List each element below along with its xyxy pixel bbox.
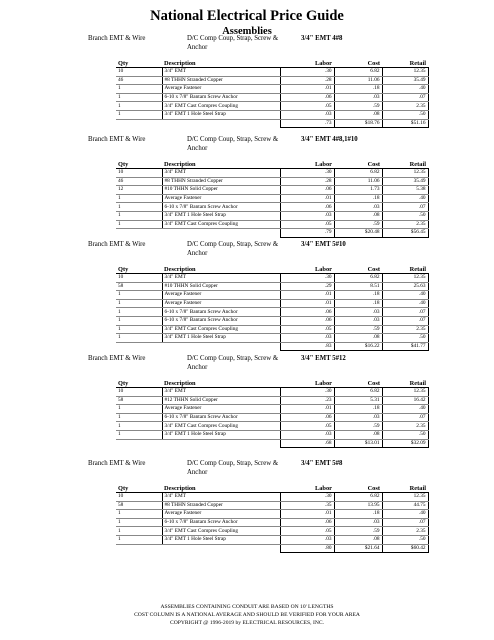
cell-retail: 44.75 — [382, 501, 428, 510]
table-header-row — [116, 483, 428, 493]
table-row — [116, 413, 428, 422]
cell-labor: .30 — [280, 68, 334, 77]
cell-labor: .03 — [280, 110, 334, 119]
total-retail: $56.45 — [382, 229, 428, 238]
cell-description: 6-10 x 7/8" Bantam Screw Anchor — [162, 316, 280, 325]
cell-cost: .59 — [334, 102, 382, 111]
cell-cost: .18 — [334, 405, 382, 414]
cell-labor: .01 — [280, 405, 334, 414]
cell-qty: 10 — [116, 493, 162, 502]
total-retail: $51.16 — [382, 119, 428, 128]
cell-retail: .07 — [382, 316, 428, 325]
total-labor: .79 — [280, 229, 334, 238]
totals-spacer — [162, 439, 280, 448]
assembly-block — [0, 136, 494, 236]
cell-retail: 2.35 — [382, 325, 428, 334]
cell-retail: .07 — [382, 518, 428, 527]
table-row — [116, 177, 428, 186]
table-row — [116, 203, 428, 212]
cell-labor: .28 — [280, 177, 334, 186]
cell-retail: 25.63 — [382, 282, 428, 291]
cell-description: #10 THHN Solid Copper — [162, 282, 280, 291]
totals-spacer — [116, 119, 162, 128]
totals-row — [116, 342, 428, 351]
total-cost: $20.48 — [334, 229, 382, 238]
cell-qty: 1 — [116, 334, 162, 343]
column-header-qty: Qty — [116, 159, 162, 169]
column-header-description: Description — [162, 264, 280, 274]
cell-retail: .40 — [382, 510, 428, 519]
cell-retail: 12.35 — [382, 68, 428, 77]
column-header-retail: Retail — [382, 378, 428, 388]
assembly-category: Branch EMT & Wire — [88, 35, 146, 42]
cell-retail: 12.35 — [382, 169, 428, 178]
table-row — [116, 493, 428, 502]
assembly-table — [116, 378, 429, 448]
cell-qty: 1 — [116, 405, 162, 414]
cell-qty: 10 — [116, 388, 162, 397]
cell-labor: .05 — [280, 527, 334, 536]
cell-qty: 1 — [116, 518, 162, 527]
cell-description: Average Fastener — [162, 291, 280, 300]
table-row — [116, 518, 428, 527]
cell-retail: .50 — [382, 535, 428, 544]
cell-qty: 1 — [116, 93, 162, 102]
cell-labor: .03 — [280, 535, 334, 544]
cell-cost: .18 — [334, 510, 382, 519]
cell-description: 3/4" EMT 1 Hole Steel Strap — [162, 211, 280, 220]
column-header-cost: Cost — [334, 159, 382, 169]
assembly-description: D/C Comp Coup, Strap, Screw & Anchor — [187, 460, 279, 476]
column-header-description: Description — [162, 58, 280, 68]
cell-description: 3/4" EMT — [162, 388, 280, 397]
cell-description: Average Fastener — [162, 299, 280, 308]
cell-labor: .01 — [280, 291, 334, 300]
footer-line-1: ASSEMBLIES CONTAINING CONDUIT ARE BASED ON 10' LENGTHS — [160, 604, 334, 610]
totals-spacer — [162, 342, 280, 351]
assembly-header — [0, 355, 494, 377]
cell-retail: .07 — [382, 308, 428, 317]
cell-labor: .28 — [280, 76, 334, 85]
cell-qty: 1 — [116, 527, 162, 536]
cell-qty: 10 — [116, 274, 162, 283]
total-labor: .80 — [280, 544, 334, 553]
table-row — [116, 422, 428, 431]
total-cost: $18.76 — [334, 119, 382, 128]
table-header-row — [116, 159, 428, 169]
cell-qty: 1 — [116, 291, 162, 300]
totals-row — [116, 544, 428, 553]
table-row — [116, 325, 428, 334]
cell-description: #12 THHN Solid Copper — [162, 396, 280, 405]
cell-description: 6-10 x 7/8" Bantam Screw Anchor — [162, 518, 280, 527]
cell-qty: 10 — [116, 68, 162, 77]
cell-qty: 46 — [116, 177, 162, 186]
column-header-labor: Labor — [280, 159, 334, 169]
cell-description: 3/4" EMT Cast Compres Coupling — [162, 422, 280, 431]
cell-labor: .05 — [280, 220, 334, 229]
cell-cost: 6.82 — [334, 68, 382, 77]
table-row — [116, 282, 428, 291]
assembly-table — [116, 483, 429, 553]
cell-labor: .30 — [280, 388, 334, 397]
cell-labor: .03 — [280, 334, 334, 343]
cell-labor: .01 — [280, 194, 334, 203]
total-retail: $41.77 — [382, 342, 428, 351]
cell-labor: .06 — [280, 413, 334, 422]
table-row — [116, 194, 428, 203]
cell-retail: .50 — [382, 430, 428, 439]
totals-spacer — [162, 119, 280, 128]
table-row — [116, 388, 428, 397]
table-row — [116, 220, 428, 229]
cell-description: 6-10 x 7/8" Bantam Screw Anchor — [162, 413, 280, 422]
cell-qty: 1 — [116, 430, 162, 439]
cell-cost: .59 — [334, 422, 382, 431]
assembly-category: Branch EMT & Wire — [88, 136, 146, 143]
totals-spacer — [116, 544, 162, 553]
cell-cost: .08 — [334, 110, 382, 119]
cell-retail: 2.35 — [382, 102, 428, 111]
cell-cost: .59 — [334, 527, 382, 536]
column-header-labor: Labor — [280, 483, 334, 493]
cell-labor: .30 — [280, 493, 334, 502]
cell-qty: 1 — [116, 85, 162, 94]
table-row — [116, 169, 428, 178]
cell-qty: 1 — [116, 325, 162, 334]
totals-spacer — [116, 229, 162, 238]
cell-retail: 16.42 — [382, 396, 428, 405]
cell-cost: .08 — [334, 430, 382, 439]
table-row — [116, 186, 428, 195]
cell-description: Average Fastener — [162, 194, 280, 203]
cell-labor: .06 — [280, 93, 334, 102]
cell-cost: .18 — [334, 291, 382, 300]
cell-labor: .06 — [280, 186, 334, 195]
table-row — [116, 85, 428, 94]
cell-qty: 1 — [116, 110, 162, 119]
cell-labor: .01 — [280, 510, 334, 519]
table-row — [116, 430, 428, 439]
cell-labor: .06 — [280, 316, 334, 325]
assembly-category: Branch EMT & Wire — [88, 355, 146, 362]
cell-retail: .07 — [382, 93, 428, 102]
column-header-labor: Labor — [280, 264, 334, 274]
cell-qty: 1 — [116, 308, 162, 317]
assembly-table — [116, 58, 429, 128]
cell-retail: 2.35 — [382, 527, 428, 536]
cell-description: Average Fastener — [162, 85, 280, 94]
cell-cost: .03 — [334, 518, 382, 527]
table-row — [116, 110, 428, 119]
assembly-description: D/C Comp Coup, Strap, Screw & Anchor — [187, 136, 279, 152]
cell-cost: 5.31 — [334, 396, 382, 405]
cell-cost: 8.51 — [334, 282, 382, 291]
cell-description: Average Fastener — [162, 510, 280, 519]
column-header-qty: Qty — [116, 483, 162, 493]
cell-description: #8 THHN Stranded Copper — [162, 501, 280, 510]
assembly-description: D/C Comp Coup, Strap, Screw & Anchor — [187, 241, 279, 257]
cell-description: 3/4" EMT 1 Hole Steel Strap — [162, 535, 280, 544]
assembly-header — [0, 35, 494, 57]
column-header-cost: Cost — [334, 483, 382, 493]
cell-retail: .40 — [382, 194, 428, 203]
cell-cost: .59 — [334, 325, 382, 334]
cell-description: 6-10 x 7/8" Bantam Screw Anchor — [162, 93, 280, 102]
cell-description: 3/4" EMT Cast Compres Coupling — [162, 325, 280, 334]
cell-cost: 13.95 — [334, 501, 382, 510]
cell-retail: 2.35 — [382, 220, 428, 229]
page-title: National Electrical Price Guide — [150, 8, 344, 24]
cell-retail: .40 — [382, 85, 428, 94]
cell-retail: .07 — [382, 203, 428, 212]
column-header-cost: Cost — [334, 58, 382, 68]
cell-retail: 2.35 — [382, 422, 428, 431]
cell-qty: 10 — [116, 169, 162, 178]
cell-labor: .23 — [280, 396, 334, 405]
cell-qty: 1 — [116, 194, 162, 203]
table-row — [116, 334, 428, 343]
footer — [0, 603, 494, 627]
table-row — [116, 316, 428, 325]
cell-cost: 1.73 — [334, 186, 382, 195]
total-labor: .73 — [280, 119, 334, 128]
cell-qty: 1 — [116, 510, 162, 519]
cell-retail: 5.38 — [382, 186, 428, 195]
table-row — [116, 405, 428, 414]
cell-qty: 1 — [116, 316, 162, 325]
assembly-title: 3/4" EMT 4#8,1#10 — [301, 136, 358, 143]
footer-line-3: COPYRIGHT @ 1996-2019 by ELECTRICAL RESOURCES, INC. — [169, 620, 324, 626]
assembly-header — [0, 136, 494, 158]
cell-description: 3/4" EMT — [162, 68, 280, 77]
column-header-cost: Cost — [334, 378, 382, 388]
assembly-header — [0, 460, 494, 482]
cell-qty: 1 — [116, 220, 162, 229]
table-header-row — [116, 58, 428, 68]
cell-labor: .05 — [280, 102, 334, 111]
cell-labor: .06 — [280, 203, 334, 212]
cell-labor: .05 — [280, 422, 334, 431]
column-header-retail: Retail — [382, 58, 428, 68]
assembly-block — [0, 35, 494, 126]
total-cost: $21.64 — [334, 544, 382, 553]
cell-labor: .03 — [280, 430, 334, 439]
cell-cost: .08 — [334, 334, 382, 343]
cell-description: 3/4" EMT 1 Hole Steel Strap — [162, 334, 280, 343]
total-retail: $60.42 — [382, 544, 428, 553]
totals-spacer — [116, 342, 162, 351]
cell-labor: .30 — [280, 274, 334, 283]
table-row — [116, 211, 428, 220]
cell-description: 3/4" EMT — [162, 274, 280, 283]
column-header-description: Description — [162, 159, 280, 169]
table-row — [116, 527, 428, 536]
cell-description: #10 THHN Solid Copper — [162, 186, 280, 195]
cell-labor: .01 — [280, 299, 334, 308]
cell-qty: 12 — [116, 186, 162, 195]
table-header-row — [116, 378, 428, 388]
cell-cost: .08 — [334, 211, 382, 220]
cell-qty: 58 — [116, 501, 162, 510]
cell-labor: .30 — [280, 169, 334, 178]
cell-description: 6-10 x 7/8" Bantam Screw Anchor — [162, 203, 280, 212]
cell-labor: .06 — [280, 518, 334, 527]
cell-cost: 6.82 — [334, 493, 382, 502]
cell-qty: 58 — [116, 396, 162, 405]
totals-spacer — [162, 544, 280, 553]
cell-retail: .50 — [382, 211, 428, 220]
cell-labor: .35 — [280, 501, 334, 510]
cell-description: #8 THHN Stranded Copper — [162, 76, 280, 85]
cell-cost: 6.82 — [334, 169, 382, 178]
cell-qty: 1 — [116, 535, 162, 544]
cell-qty: 1 — [116, 413, 162, 422]
assembly-block — [0, 460, 494, 551]
cell-qty: 1 — [116, 203, 162, 212]
cell-description: 3/4" EMT Cast Compres Coupling — [162, 527, 280, 536]
assembly-description: D/C Comp Coup, Strap, Screw & Anchor — [187, 355, 279, 371]
cell-retail: 12.35 — [382, 274, 428, 283]
cell-retail: .50 — [382, 334, 428, 343]
table-row — [116, 308, 428, 317]
totals-row — [116, 229, 428, 238]
total-cost: $13.01 — [334, 439, 382, 448]
cell-retail: 35.49 — [382, 76, 428, 85]
cell-cost: .08 — [334, 535, 382, 544]
cell-labor: .29 — [280, 282, 334, 291]
cell-qty: 1 — [116, 211, 162, 220]
assembly-title: 3/4" EMT 5#10 — [301, 241, 346, 248]
totals-row — [116, 439, 428, 448]
total-cost: $16.22 — [334, 342, 382, 351]
cell-cost: 11.06 — [334, 177, 382, 186]
column-header-description: Description — [162, 378, 280, 388]
cell-qty: 1 — [116, 102, 162, 111]
table-row — [116, 299, 428, 308]
assembly-category: Branch EMT & Wire — [88, 241, 146, 248]
cell-qty: 1 — [116, 299, 162, 308]
cell-cost: .03 — [334, 203, 382, 212]
cell-retail: 12.35 — [382, 493, 428, 502]
column-header-qty: Qty — [116, 58, 162, 68]
column-header-cost: Cost — [334, 264, 382, 274]
table-row — [116, 68, 428, 77]
cell-description: 3/4" EMT — [162, 493, 280, 502]
assembly-block — [0, 355, 494, 446]
cell-description: #8 THHN Stranded Copper — [162, 177, 280, 186]
table-row — [116, 274, 428, 283]
cell-retail: .07 — [382, 413, 428, 422]
cell-labor: .03 — [280, 211, 334, 220]
cell-retail: 12.35 — [382, 388, 428, 397]
column-header-retail: Retail — [382, 264, 428, 274]
cell-retail: .40 — [382, 299, 428, 308]
cell-cost: 11.06 — [334, 76, 382, 85]
table-row — [116, 76, 428, 85]
cell-cost: .18 — [334, 299, 382, 308]
column-header-qty: Qty — [116, 378, 162, 388]
column-header-labor: Labor — [280, 58, 334, 68]
column-header-qty: Qty — [116, 264, 162, 274]
page-subtitle: Assemblies — [222, 26, 272, 37]
total-retail: $32.09 — [382, 439, 428, 448]
cell-description: 3/4" EMT — [162, 169, 280, 178]
assembly-title: 3/4" EMT 5#12 — [301, 355, 346, 362]
table-row — [116, 510, 428, 519]
totals-row — [116, 119, 428, 128]
assembly-description: D/C Comp Coup, Strap, Screw & Anchor — [187, 35, 279, 51]
cell-description: 3/4" EMT 1 Hole Steel Strap — [162, 110, 280, 119]
cell-cost: .03 — [334, 413, 382, 422]
assembly-block — [0, 241, 494, 350]
column-header-description: Description — [162, 483, 280, 493]
cell-cost: 6.82 — [334, 274, 382, 283]
column-header-labor: Labor — [280, 378, 334, 388]
cell-cost: .03 — [334, 93, 382, 102]
assembly-title: 3/4" EMT 5#8 — [301, 460, 343, 467]
cell-retail: .50 — [382, 110, 428, 119]
cell-qty: 46 — [116, 76, 162, 85]
cell-qty: 1 — [116, 422, 162, 431]
assembly-table — [116, 264, 429, 351]
footer-line-2: COST COLUMN IS A NATIONAL AVERAGE AND SHOULD BE VERIFIED FOR YOUR AREA — [134, 612, 360, 618]
table-row — [116, 93, 428, 102]
cell-labor: .06 — [280, 308, 334, 317]
table-row — [116, 535, 428, 544]
cell-description: 3/4" EMT 1 Hole Steel Strap — [162, 430, 280, 439]
table-row — [116, 501, 428, 510]
cell-labor: .05 — [280, 325, 334, 334]
cell-cost: .59 — [334, 220, 382, 229]
total-labor: .68 — [280, 439, 334, 448]
total-labor: .83 — [280, 342, 334, 351]
cell-cost: .03 — [334, 308, 382, 317]
cell-retail: 35.49 — [382, 177, 428, 186]
cell-cost: 6.82 — [334, 388, 382, 397]
cell-retail: .40 — [382, 291, 428, 300]
cell-cost: .18 — [334, 85, 382, 94]
totals-spacer — [162, 229, 280, 238]
assembly-table — [116, 159, 429, 238]
assembly-header — [0, 241, 494, 263]
column-header-retail: Retail — [382, 483, 428, 493]
table-row — [116, 291, 428, 300]
cell-cost: .03 — [334, 316, 382, 325]
table-row — [116, 396, 428, 405]
cell-description: 6-10 x 7/8" Bantam Screw Anchor — [162, 308, 280, 317]
cell-retail: .40 — [382, 405, 428, 414]
cell-description: 3/4" EMT Cast Compres Coupling — [162, 220, 280, 229]
cell-description: 3/4" EMT Cast Compres Coupling — [162, 102, 280, 111]
cell-cost: .18 — [334, 194, 382, 203]
table-header-row — [116, 264, 428, 274]
column-header-retail: Retail — [382, 159, 428, 169]
assembly-title: 3/4" EMT 4#8 — [301, 35, 343, 42]
cell-qty: 58 — [116, 282, 162, 291]
assembly-category: Branch EMT & Wire — [88, 460, 146, 467]
totals-spacer — [116, 439, 162, 448]
table-row — [116, 102, 428, 111]
cell-labor: .01 — [280, 85, 334, 94]
cell-description: Average Fastener — [162, 405, 280, 414]
